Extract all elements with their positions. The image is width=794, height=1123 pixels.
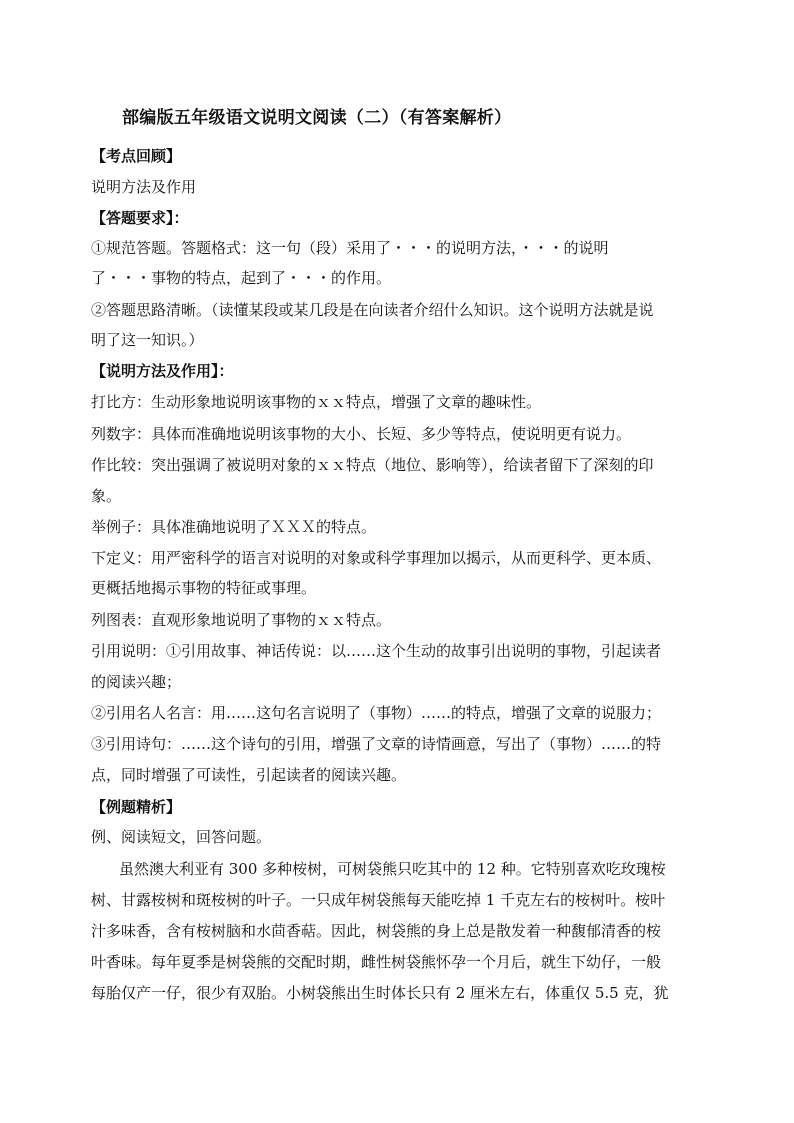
passage-line: 虽然澳大利亚有 300 多种桉树，可树袋熊只吃其中的 12 种。它特别喜欢吃玫瑰桉 <box>119 860 666 878</box>
text-line: 的阅读兴趣； <box>91 673 182 691</box>
text-line: 明了这一知识。） <box>91 331 204 349</box>
section-heading-example: 【例题精析】 <box>91 798 182 816</box>
section-heading-review: 【考点回顾】 <box>91 147 182 165</box>
text-line: ②引用名人名言：用……这句名言说明了（事物）……的特点，增强了文章的说服力； <box>91 704 662 722</box>
text-line: 列图表：直观形象地说明了事物的ｘｘ特点。 <box>91 611 392 629</box>
text-line: 下定义：用严密科学的语言对说明的对象或科学事理加以揭示，从而更科学、更本质、 <box>91 549 662 567</box>
passage-line: 叶香味。每年夏季是树袋熊的交配时期，雌性树袋熊怀孕一个月后，就生下幼仔，一般 <box>91 953 662 971</box>
section-heading-requirements: 【答题要求】： <box>91 209 189 227</box>
text-line: ②答题思路清晰。（读懂某段或某几段是在向读者介绍什么知识。这个说明方法就是说 <box>91 301 654 319</box>
text-line: 了・・・事物的特点，起到了・・・的作用。 <box>91 269 392 287</box>
text-line: 打比方：生动形象地说明该事物的ｘｘ特点，增强了文章的趣味性。 <box>91 393 542 411</box>
passage-line: 树、甘露桉树和斑桉树的叶子。一只成年树袋熊每天能吃掉 1 千克左右的桉树叶。桉叶 <box>91 891 666 909</box>
text-line: 列数字：具体而准确地说明该事物的大小、长短、多少等特点，使说明更有说力。 <box>91 425 632 443</box>
text-line: 例、阅读短文，回答问题。 <box>91 828 272 846</box>
text-line: 作比较：突出强调了被说明对象的ｘｘ特点（地位、影响等），给读者留下了深刻的印 <box>91 456 654 474</box>
section-heading-methods: 【说明方法及作用】： <box>91 362 234 380</box>
text-line: 引用说明：①引用故事、神话传说：以……这个生动的故事引出说明的事物，引起读者 <box>91 642 662 660</box>
text-line: ③引用诗句：……这个诗句的引用，增强了文章的诗情画意，写出了（事物）……的特 <box>91 735 662 753</box>
text-line: ①规范答题。答题格式：这一句（段）采用了・・・的说明方法，・・・的说明 <box>91 239 609 257</box>
text-line: 说明方法及作用 <box>91 178 197 196</box>
text-line: 点，同时增强了可读性，引起读者的阅读兴趣。 <box>91 766 407 784</box>
passage-line: 每胎仅产一仔，很少有双胎。小树袋熊出生时体长只有 2 厘米左右，体重仅 5.5 克，犹 <box>91 984 669 1002</box>
passage-line: 汁多味香，含有桉树脑和水茴香萜。因此，树袋熊的身上总是散发着一种馥郁清香的桉 <box>91 922 662 940</box>
document-title: 部编版五年级语文说明文阅读（二）（有答案解析） <box>122 108 512 128</box>
text-line: 举例子：具体准确地说明了ＸＸＸ的特点。 <box>91 518 377 536</box>
text-line: 更概括地揭示事物的特征或事理。 <box>91 579 317 597</box>
text-line: 象。 <box>91 487 122 505</box>
